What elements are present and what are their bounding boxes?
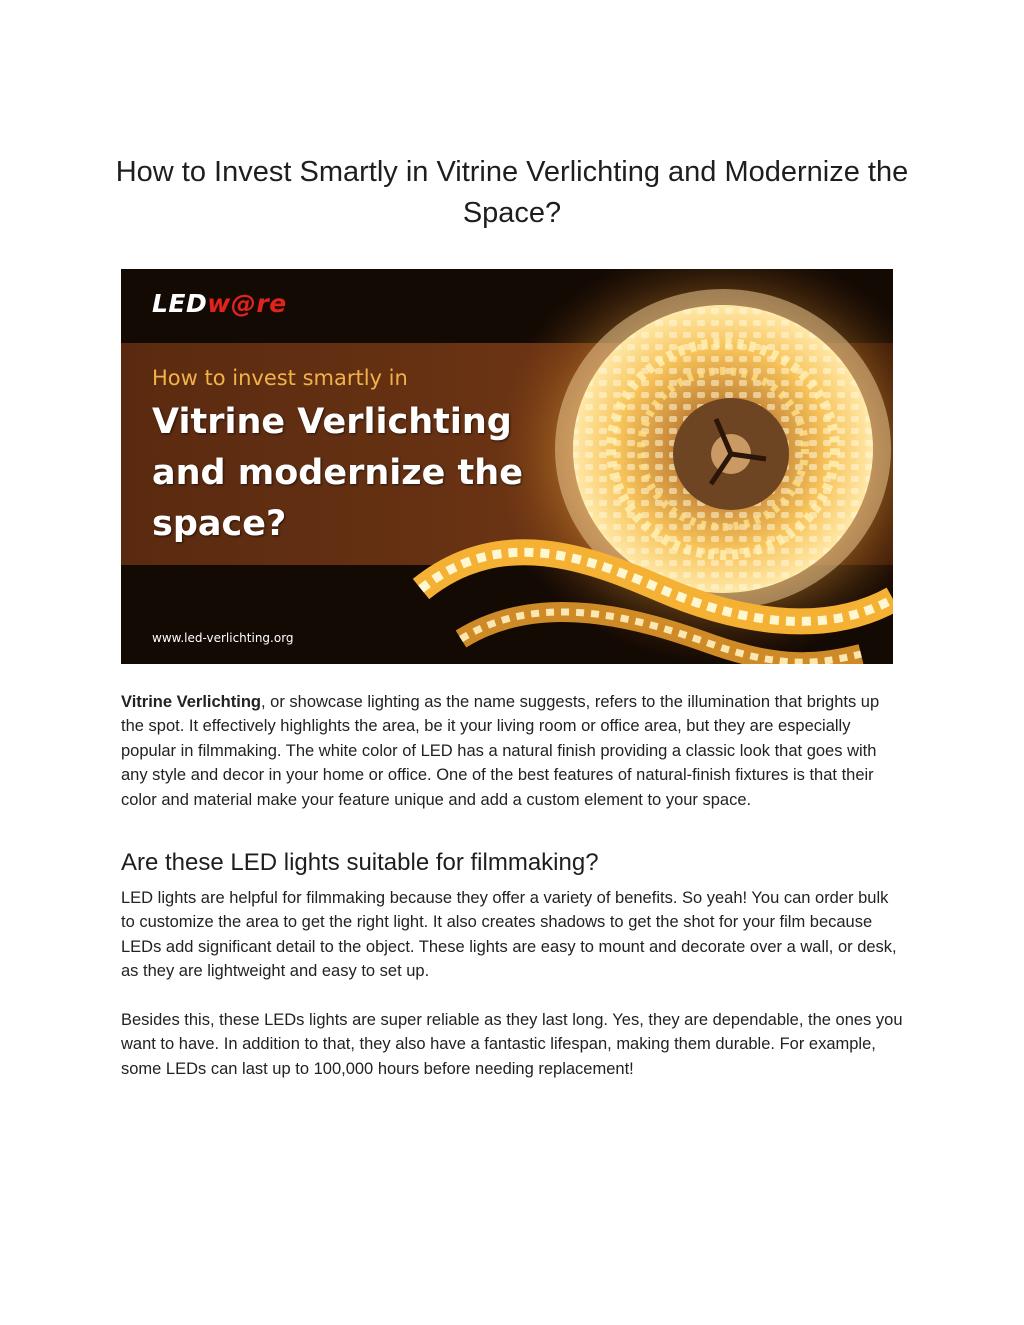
intro-bold-term: Vitrine Verlichting [121, 693, 261, 711]
intro-text: , or showcase lighting as the name suggests, refers to the illumination that brights up the spot. It effectively highlights the area, be it your living room or office area, but they are especially popular in filmmaking. The white color of LED has a natural finish providing a classic look that goes with any style and decor in your home or office. One of the best features of natural-finish fixtures is that their color and material make your feature unique and add a custom element to your space. [121, 693, 880, 809]
ledware-logo: LEDw@re [152, 289, 287, 318]
section-heading: Are these LED lights suitable for filmmaking? [121, 849, 599, 877]
intro-paragraph [121, 690, 906, 812]
section-paragraph-2: Besides this, these LEDs lights are super reliable as they last long. Yes, they are dependable, the ones you want to have. In addition to that, they also have a fantastic lifespan, making them durable. For example, some LEDs can last up to 100,000 hours before needing replacement! [121, 1011, 903, 1078]
banner-kicker: How to invest smartly in [152, 366, 408, 390]
section-paragraph-1: LED lights are helpful for filmmaking because they offer a variety of benefits. So yeah! You can order bulk to customize the area to get the right light. It also creates shadows to get the shot for your film because LEDs add significant detail to the object. These lights are easy to mount and decorate over a wall, or desk, as they are lightweight and easy to set up. [121, 889, 897, 981]
banner-url: www.led-verlichting.org [152, 631, 294, 645]
article-body [121, 690, 906, 1081]
page-title: How to Invest Smartly in Vitrine Verlichting and Modernize the Space? [115, 156, 909, 229]
banner-headline: Vitrine Verlichting and modernize the space? [152, 402, 523, 544]
article-banner-image [121, 269, 893, 664]
